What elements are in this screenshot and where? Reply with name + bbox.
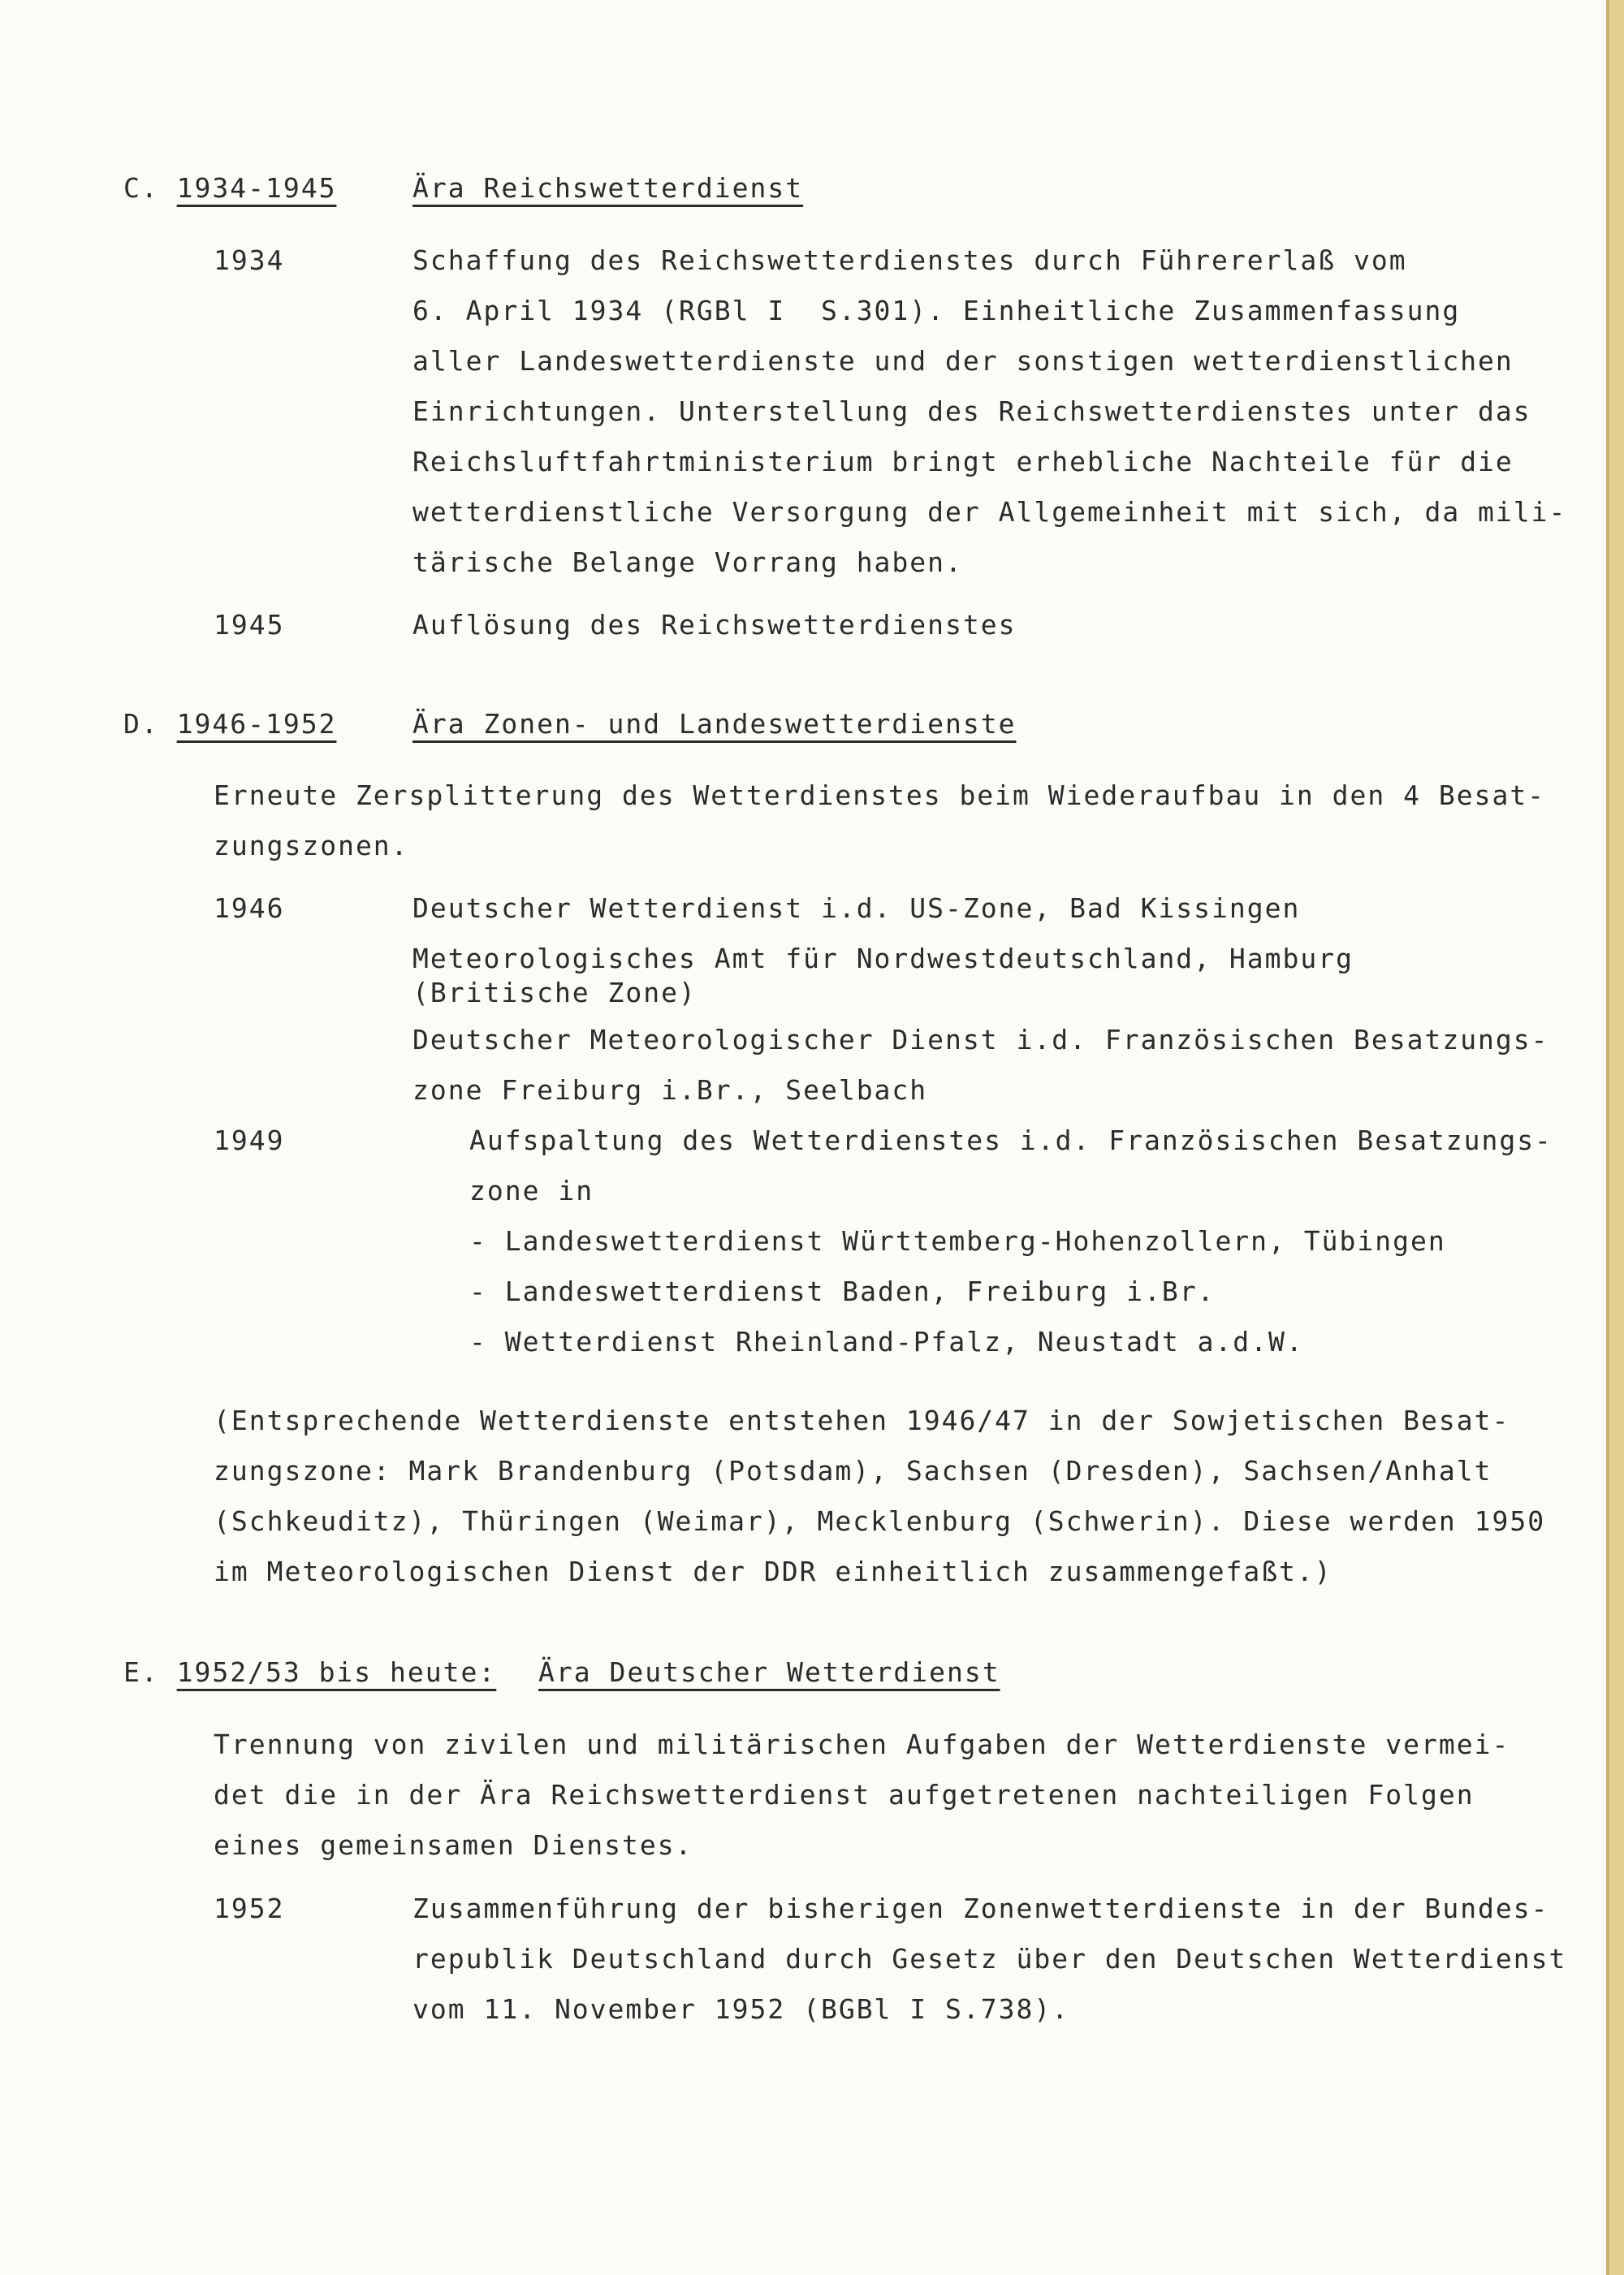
entry-1934-line: 6. April 1934 (RGBl I S.301). Einheitliche Zusammenfassung (412, 295, 1461, 326)
entry-1946-line: Deutscher Wetterdienst i.d. US-Zone, Bad Kissingen (412, 892, 1301, 924)
section-c-title: Ära Reichswetterdienst (412, 172, 804, 204)
entry-1952-line: vom 11. November 1952 (BGBl I S.738). (412, 1993, 1070, 2025)
section-d-intro-line: Erneute Zersplitterung des Wetterdienstes beim Wiederaufbau in den 4 Besat- (214, 779, 1546, 811)
entry-1934-line: Schaffung des Reichswetterdienstes durch Führererlaß vom (412, 244, 1407, 276)
section-e-letter: E. (123, 1656, 159, 1688)
entry-1945-line: Auflösung des Reichswetterdienstes (412, 609, 1017, 641)
section-d-letter: D. (123, 708, 159, 740)
section-e-heading (123, 1655, 496, 1690)
entry-1946-line: zone Freiburg i.Br., Seelbach (412, 1074, 928, 1106)
entry-1946-line: (Britische Zone) (412, 977, 697, 1008)
entry-1949-list-item: - Landeswetterdienst Baden, Freiburg i.Br. (469, 1276, 1216, 1307)
entry-year-1934: 1934 (214, 244, 285, 276)
section-c-letter: C. (123, 172, 159, 204)
entry-1952-line: Zusammenführung der bisherigen Zonenwetterdienste in der Bundes- (412, 1893, 1549, 1924)
section-e-intro-line: Trennung von zivilen und militärischen Aufgaben der Wetterdienste vermei- (214, 1729, 1510, 1760)
section-d-heading (123, 706, 336, 742)
section-d-note-line: (Entsprechende Wetterdienste entstehen 1946/47 in der Sowjetischen Besat- (214, 1405, 1510, 1436)
section-d-note-line: (Schkeuditz), Thüringen (Weimar), Mecklenburg (Schwerin). Diese werden 1950 (214, 1505, 1546, 1537)
entry-1934-line: Reichsluftfahrtministerium bringt erhebliche Nachteile für die (412, 446, 1514, 477)
entry-1952-line: republik Deutschland durch Gesetz über den Deutschen Wetterdienst (412, 1943, 1567, 1975)
section-d-note-line: im Meteorologischen Dienst der DDR einheitlich zusammengefaßt.) (214, 1556, 1332, 1587)
section-c-period: 1934-1945 (176, 172, 337, 204)
entry-1949-list-item: - Landeswetterdienst Württemberg-Hohenzollern, Tübingen (469, 1225, 1446, 1257)
entry-1949-line: zone in (469, 1175, 594, 1207)
entry-year-1952: 1952 (214, 1893, 285, 1924)
section-c-heading (123, 171, 336, 206)
section-d-note-line: zungszone: Mark Brandenburg (Potsdam), Sachsen (Dresden), Sachsen/Anhalt (214, 1455, 1492, 1487)
entry-1946-line: Meteorologisches Amt für Nordwestdeutschland, Hamburg (412, 943, 1354, 974)
section-e-period: 1952/53 bis heute: (176, 1656, 497, 1688)
entry-year-1949: 1949 (214, 1125, 285, 1156)
entry-1934-line: tärische Belange Vorrang haben. (412, 546, 963, 578)
section-d-intro-line: zungszonen. (214, 830, 409, 861)
paper-edge (1606, 0, 1624, 2275)
entry-1946-line: Deutscher Meteorologischer Dienst i.d. Französischen Besatzungs- (412, 1024, 1549, 1055)
entry-1934-line: Einrichtungen. Unterstellung des Reichswetterdienstes unter das (412, 395, 1531, 427)
section-e-intro-line: det die in der Ära Reichswetterdienst aufgetretenen nachteiligen Folgen (214, 1779, 1475, 1811)
entry-1934-line: wetterdienstliche Versorgung der Allgemeinheit mit sich, da mili- (412, 496, 1567, 528)
entry-1949-line: Aufspaltung des Wetterdienstes i.d. Französischen Besatzungs- (469, 1125, 1553, 1156)
entry-year-1946: 1946 (214, 892, 285, 924)
entry-year-1945: 1945 (214, 609, 285, 641)
section-e-title: Ära Deutscher Wetterdienst (538, 1656, 1000, 1688)
section-e-intro-line: eines gemeinsamen Dienstes. (214, 1829, 693, 1861)
entry-1949-list-item: - Wetterdienst Rheinland-Pfalz, Neustadt a.d.W. (469, 1326, 1304, 1358)
section-d-period: 1946-1952 (176, 708, 337, 740)
section-d-title: Ära Zonen- und Landeswetterdienste (412, 708, 1017, 740)
entry-1934-line: aller Landeswetterdienste und der sonstigen wetterdienstlichen (412, 345, 1514, 377)
